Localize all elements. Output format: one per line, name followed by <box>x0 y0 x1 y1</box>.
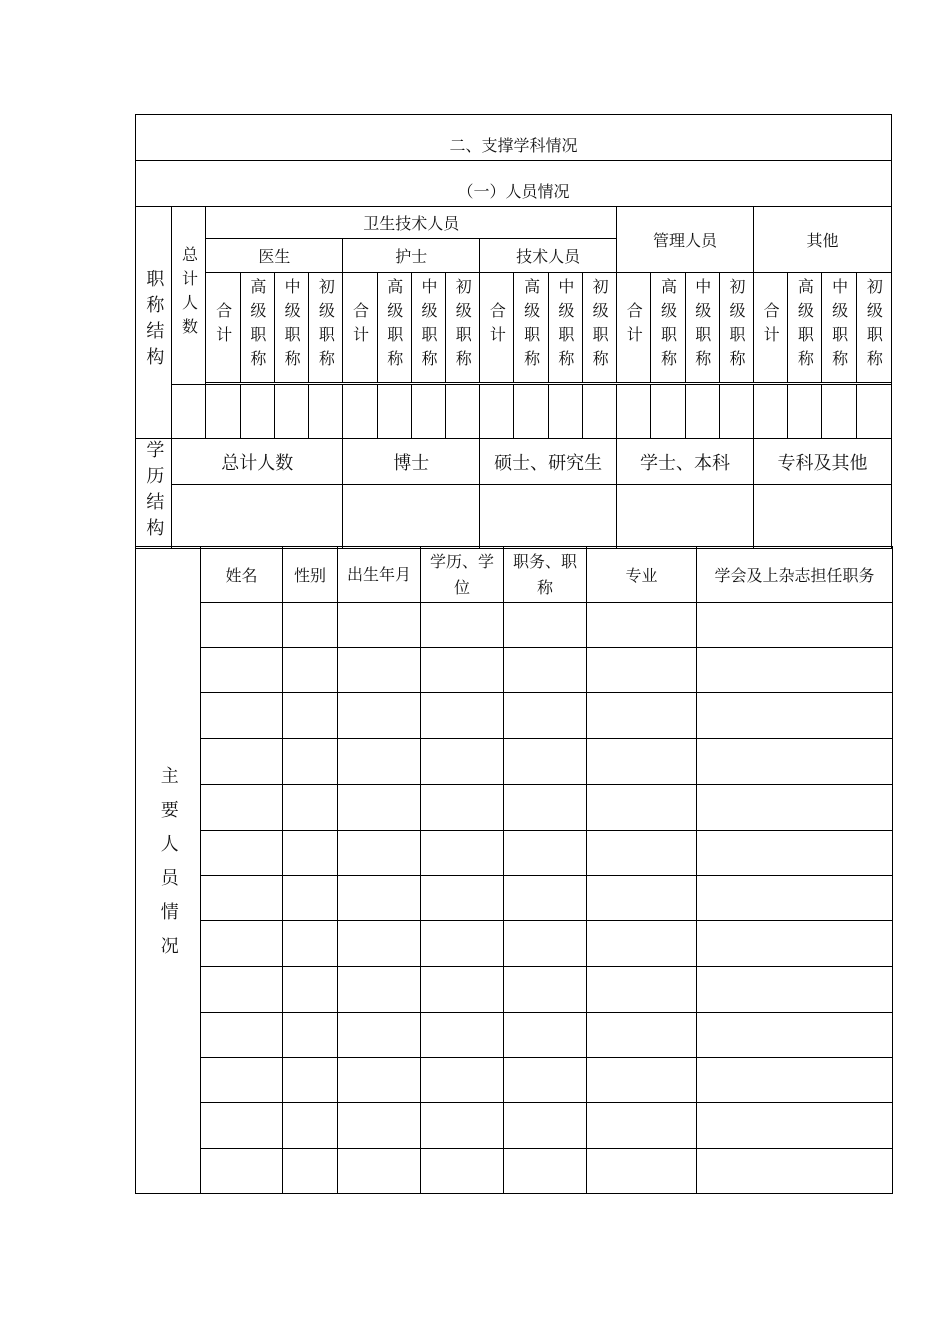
title-count-cell[interactable] <box>172 385 206 439</box>
col-header-gender: 性别 <box>283 547 338 603</box>
staff-cell[interactable] <box>697 1103 893 1149</box>
title-count-cell[interactable] <box>719 385 753 439</box>
staff-cell[interactable] <box>283 1149 338 1194</box>
edu-header-bachelor: 学士、本科 <box>617 439 754 485</box>
staff-cell[interactable] <box>338 603 421 648</box>
staff-cell[interactable] <box>283 1013 338 1058</box>
staff-cell[interactable] <box>201 739 283 785</box>
management-total-header: 合计 <box>617 273 651 383</box>
title-count-cell[interactable] <box>548 385 582 439</box>
main-staff-label: 主要人员情况 <box>136 547 201 1194</box>
staff-cell[interactable] <box>587 603 697 648</box>
nurse-header: 护士 <box>343 239 480 273</box>
management-header: 管理人员 <box>617 207 754 273</box>
staff-cell[interactable] <box>587 967 697 1013</box>
staff-cell[interactable] <box>201 1013 283 1058</box>
table-row <box>136 1058 893 1103</box>
staff-cell[interactable] <box>697 739 893 785</box>
staff-cell[interactable] <box>421 1058 504 1103</box>
staff-cell[interactable] <box>421 1103 504 1149</box>
staff-cell[interactable] <box>338 648 421 693</box>
management-middle-header: 中级职称 <box>685 273 719 383</box>
col-header-position: 职务、职称 <box>504 547 587 603</box>
col-header-specialty: 专业 <box>587 547 697 603</box>
table-row <box>136 603 893 648</box>
staff-cell[interactable] <box>697 603 893 648</box>
technician-senior-header: 高级职称 <box>514 273 548 383</box>
staff-cell[interactable] <box>697 1013 893 1058</box>
title-count-cell[interactable] <box>411 385 445 439</box>
staff-cell[interactable] <box>421 1013 504 1058</box>
staff-cell[interactable] <box>587 785 697 831</box>
staff-cell[interactable] <box>338 1013 421 1058</box>
staff-cell[interactable] <box>421 831 504 876</box>
staff-cell[interactable] <box>338 785 421 831</box>
staff-cell[interactable] <box>201 921 283 967</box>
staff-cell[interactable] <box>338 739 421 785</box>
management-senior-header: 高级职称 <box>651 273 685 383</box>
staff-cell[interactable] <box>283 967 338 1013</box>
doctor-senior-header: 高级职称 <box>240 273 274 383</box>
staff-cell[interactable] <box>201 693 283 739</box>
other-total-header: 合计 <box>753 273 787 383</box>
staff-cell[interactable] <box>697 831 893 876</box>
nurse-junior-header: 初级职称 <box>445 273 479 383</box>
title-count-cell[interactable] <box>651 385 685 439</box>
staff-cell[interactable] <box>587 1058 697 1103</box>
edu-value-cell[interactable] <box>343 485 480 549</box>
staff-cell[interactable] <box>504 921 587 967</box>
staff-cell[interactable] <box>421 921 504 967</box>
staff-cell[interactable] <box>697 876 893 921</box>
table-row <box>136 1013 893 1058</box>
staff-cell[interactable] <box>283 1058 338 1103</box>
staff-cell[interactable] <box>283 739 338 785</box>
staff-cell[interactable] <box>283 876 338 921</box>
staff-cell[interactable] <box>283 693 338 739</box>
staff-cell[interactable] <box>283 648 338 693</box>
nurse-senior-header: 高级职称 <box>377 273 411 383</box>
staff-cell[interactable] <box>587 876 697 921</box>
staff-cell[interactable] <box>338 1149 421 1194</box>
table-row <box>136 648 893 693</box>
title-count-cell[interactable] <box>856 385 891 439</box>
staff-cell[interactable] <box>587 1149 697 1194</box>
title-count-cell[interactable] <box>582 385 616 439</box>
staff-cell[interactable] <box>697 967 893 1013</box>
table-row <box>136 967 893 1013</box>
title-count-cell[interactable] <box>753 385 787 439</box>
staff-cell[interactable] <box>201 967 283 1013</box>
technician-junior-header: 初级职称 <box>582 273 616 383</box>
staff-cell[interactable] <box>283 921 338 967</box>
edu-header-total: 总计人数 <box>172 439 343 485</box>
staff-cell[interactable] <box>587 1103 697 1149</box>
nurse-total-header: 合计 <box>343 273 377 383</box>
staff-cell[interactable] <box>338 693 421 739</box>
staff-cell[interactable] <box>504 1149 587 1194</box>
staff-cell[interactable] <box>338 1058 421 1103</box>
staff-cell[interactable] <box>587 921 697 967</box>
edu-value-cell[interactable] <box>172 485 343 549</box>
staff-cell[interactable] <box>697 693 893 739</box>
education-structure-label: 学历结构 <box>136 439 172 549</box>
management-junior-header: 初级职称 <box>719 273 753 383</box>
staff-cell[interactable] <box>587 693 697 739</box>
staff-cell[interactable] <box>697 648 893 693</box>
staff-cell[interactable] <box>283 1103 338 1149</box>
staff-cell[interactable] <box>587 648 697 693</box>
staff-cell[interactable] <box>338 831 421 876</box>
nurse-middle-header: 中级职称 <box>411 273 445 383</box>
staff-cell[interactable] <box>504 967 587 1013</box>
staff-cell[interactable] <box>504 739 587 785</box>
title-count-cell[interactable] <box>480 385 514 439</box>
staff-cell[interactable] <box>283 831 338 876</box>
title-structure-label: 职称结构 <box>136 207 172 439</box>
table-row <box>136 831 893 876</box>
title-count-cell[interactable] <box>514 385 548 439</box>
staff-cell[interactable] <box>201 785 283 831</box>
table-row <box>136 921 893 967</box>
other-senior-header: 高级职称 <box>788 273 822 383</box>
main-staff-table <box>135 546 893 1194</box>
other-middle-header: 中级职称 <box>822 273 856 383</box>
other-junior-header: 初级职称 <box>856 273 891 383</box>
staff-cell[interactable] <box>587 739 697 785</box>
doctor-junior-header: 初级职称 <box>309 273 343 383</box>
staff-cell[interactable] <box>421 1149 504 1194</box>
table-row <box>136 785 893 831</box>
title-count-cell[interactable] <box>617 385 651 439</box>
doctor-middle-header: 中级职称 <box>274 273 308 383</box>
col-header-degree: 学历、学位 <box>421 547 504 603</box>
title-count-cell[interactable] <box>685 385 719 439</box>
staff-cell[interactable] <box>201 1103 283 1149</box>
doctor-total-header: 合计 <box>206 273 240 383</box>
staff-cell[interactable] <box>697 1058 893 1103</box>
edu-header-college: 专科及其他 <box>753 439 891 485</box>
staff-cell[interactable] <box>587 1013 697 1058</box>
col-header-society-role: 学会及上杂志担任职务 <box>697 547 893 603</box>
edu-header-doctorate: 博士 <box>343 439 480 485</box>
staff-cell[interactable] <box>421 876 504 921</box>
technician-total-header: 合计 <box>480 273 514 383</box>
other-header: 其他 <box>753 207 891 273</box>
technician-middle-header: 中级职称 <box>548 273 582 383</box>
title-count-cell[interactable] <box>206 385 240 439</box>
edu-value-cell[interactable] <box>753 485 891 549</box>
staff-cell[interactable] <box>421 648 504 693</box>
staff-cell[interactable] <box>421 603 504 648</box>
staff-cell[interactable] <box>504 831 587 876</box>
staff-cell[interactable] <box>504 1058 587 1103</box>
staff-cell[interactable] <box>201 1149 283 1194</box>
table-row <box>136 1149 893 1194</box>
staff-cell[interactable] <box>587 831 697 876</box>
section-title: 二、支撑学科情况 <box>136 115 892 161</box>
staff-cell[interactable] <box>201 876 283 921</box>
staff-structure-table <box>135 114 892 549</box>
technician-header: 技术人员 <box>480 239 617 273</box>
subsection-title: （一）人员情况 <box>136 161 892 207</box>
staff-cell[interactable] <box>201 603 283 648</box>
title-count-cell[interactable] <box>822 385 856 439</box>
staff-cell[interactable] <box>421 785 504 831</box>
staff-cell[interactable] <box>421 693 504 739</box>
title-count-cell[interactable] <box>240 385 274 439</box>
staff-cell[interactable] <box>697 921 893 967</box>
col-header-name: 姓名 <box>201 547 283 603</box>
staff-cell[interactable] <box>201 648 283 693</box>
staff-cell[interactable] <box>504 1013 587 1058</box>
col-header-birth: 出生年月 <box>338 547 421 603</box>
title-count-cell[interactable] <box>445 385 479 439</box>
table-row <box>136 876 893 921</box>
staff-cell[interactable] <box>283 603 338 648</box>
title-count-cell[interactable] <box>377 385 411 439</box>
staff-cell[interactable] <box>504 693 587 739</box>
table-row <box>136 1103 893 1149</box>
title-count-cell[interactable] <box>309 385 343 439</box>
staff-cell[interactable] <box>697 1149 893 1194</box>
staff-cell[interactable] <box>201 1058 283 1103</box>
total-count-header: 总计人数 <box>172 207 206 385</box>
staff-cell[interactable] <box>338 921 421 967</box>
staff-cell[interactable] <box>338 967 421 1013</box>
staff-cell[interactable] <box>338 1103 421 1149</box>
staff-cell[interactable] <box>338 876 421 921</box>
table-row <box>136 739 893 785</box>
staff-cell[interactable] <box>283 785 338 831</box>
edu-value-cell[interactable] <box>480 485 617 549</box>
doctor-header: 医生 <box>206 239 343 273</box>
title-count-cell[interactable] <box>788 385 822 439</box>
staff-cell[interactable] <box>697 785 893 831</box>
staff-cell[interactable] <box>201 831 283 876</box>
staff-cell[interactable] <box>504 876 587 921</box>
staff-cell[interactable] <box>504 785 587 831</box>
title-count-cell[interactable] <box>274 385 308 439</box>
title-count-cell[interactable] <box>343 385 377 439</box>
staff-cell[interactable] <box>504 648 587 693</box>
staff-cell[interactable] <box>504 1103 587 1149</box>
edu-header-master: 硕士、研究生 <box>480 439 617 485</box>
table-row <box>136 693 893 739</box>
health-tech-header: 卫生技术人员 <box>206 207 617 239</box>
staff-cell[interactable] <box>421 967 504 1013</box>
edu-value-cell[interactable] <box>617 485 754 549</box>
staff-cell[interactable] <box>421 739 504 785</box>
staff-cell[interactable] <box>504 603 587 648</box>
